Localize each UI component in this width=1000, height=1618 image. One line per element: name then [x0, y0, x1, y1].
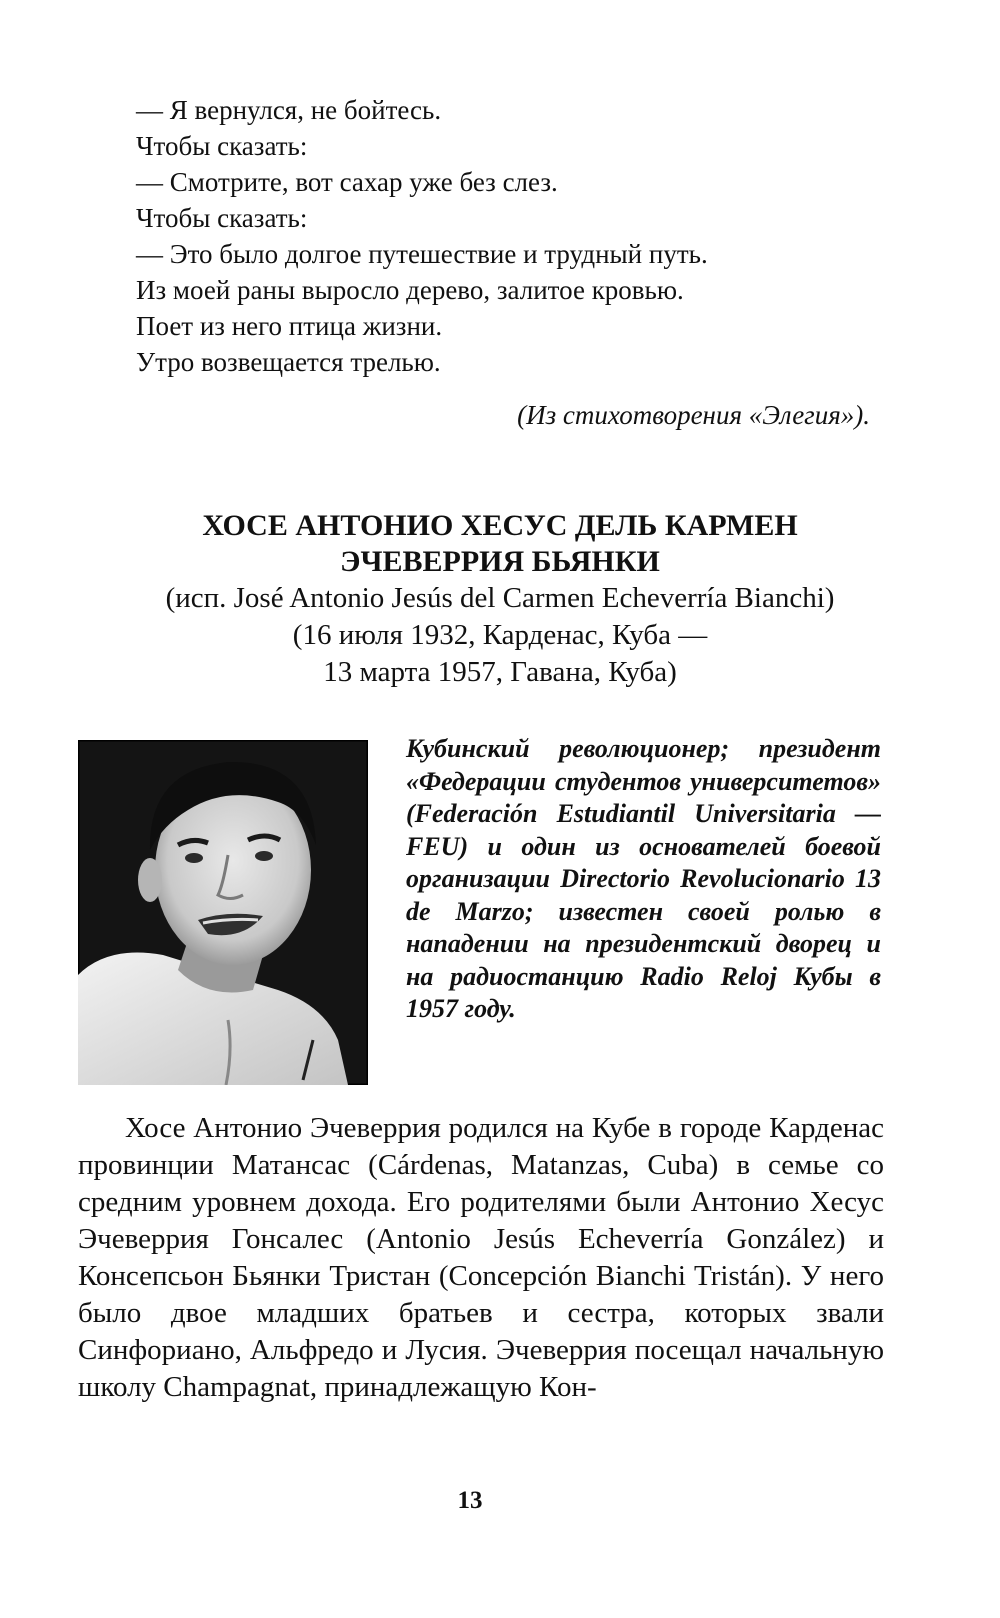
body-paragraph: Хосе Антонио Эчеверрия родился на Кубе в городе Карденас провинции Матансас (Cárdenas, Matanzas, Cuba) в семье со средним уровнем дохода. Его родителями были Антонио Хесус Эчеверрия Гонсалес (Antonio Jesús Echeverría González) и Консепсьон Бьянки Тристан (Concepción Bianchi Tristán). У него было двое младших братьев и сестра, которых звали Синфориано, Альфредо и Лусия. Эчеверрия посещал начальную школу Champagnat, принадлежащую Кон- [78, 1112, 884, 1403]
person-name-line-1: ХОСЕ АНТОНИО ХЕСУС ДЕЛЬ КАРМЕН [202, 509, 798, 542]
poem-line: — Это было долгое путешествие и трудный путь. [136, 239, 708, 269]
person-name-line-2: ЭЧЕВЕРРИЯ БЬЯНКИ [340, 545, 660, 578]
poem-line: — Я вернулся, не бойтесь. [136, 95, 442, 125]
photo-caption: Кубинский революционер; президент «Федерации студентов университетов» (Federación Estudiantil Universitaria — FEU) и один из основателей боевой организации Directorio Revolucionario 13 de Marzo; известен своей ролью в нападении на президентский дворец и на радиостанцию Radio Reloj Кубы в 1957 году. [406, 734, 881, 1023]
poem-line: Утро возвещается трелью. [136, 347, 441, 377]
portrait-image [78, 740, 368, 1085]
page-number: 13 [457, 1487, 483, 1514]
spanish-name: (исп. José Antonio Jesús del Carmen Echeverría Bianchi) [165, 582, 835, 614]
biography-text [78, 1110, 884, 1406]
poem-line: Поет из него птица жизни. [136, 311, 443, 341]
poem-line: — Смотрите, вот сахар уже без слез. [136, 167, 558, 197]
poem-line: Чтобы сказать: [136, 131, 308, 161]
poem-source: (Из стихотворения «Элегия»). [517, 400, 870, 430]
biography-header [60, 508, 940, 691]
poem-line: Из моей раны выросло дерево, залитое кровью. [136, 275, 684, 305]
poem-line: Чтобы сказать: [136, 203, 308, 233]
life-dates-line-2: 13 марта 1957, Гавана, Куба) [323, 656, 677, 688]
life-dates-line-1: (16 июля 1932, Карденас, Куба — [292, 619, 708, 651]
poem-excerpt [136, 92, 896, 430]
portrait-photo [78, 740, 368, 1085]
